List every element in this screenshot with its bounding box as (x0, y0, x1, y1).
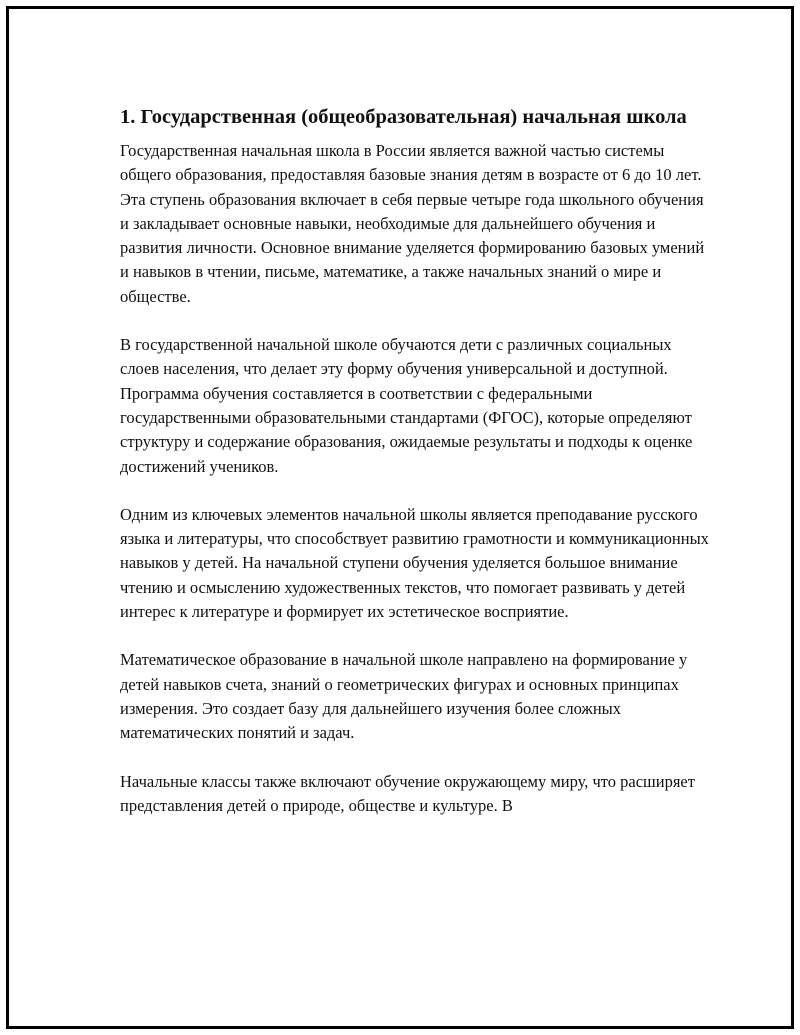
paragraph-intro: Государственная начальная школа в России является важной частью системы общего образования, предоставляя базовые знания детям в возрасте от 6 до 10 лет. Эта ступень образования включает в себя первые четыре года школьного обучения и закладывает основные навыки, необходимые для дальнейшего обучения и развития личности. Основное внимание уделяется формированию базовых умений и навыков в чтении, письме, математике, а также начальных знаний о мире и обществе. (120, 141, 705, 306)
paragraph-surrounding-world: Начальные классы также включают обучение окружающему миру, что расширяет представления детей о природе, обществе и культуре. В (120, 771, 695, 815)
document-body (120, 104, 710, 842)
section-heading: 1. Государственная (общеобразовательная) начальная школа (120, 106, 687, 128)
paragraph-mathematics: Математическое образование в начальной школе направлено на формирование у детей навыков счета, знаний о геометрических фигурах и основных принципах измерения. Это создает базу для дальнейшего изучения более сложных математических понятий и задач. (120, 650, 688, 743)
page-frame (6, 6, 794, 1029)
paragraph-russian-literature: Одним из ключевых элементов начальной школы является преподавание русского языка и литературы, что способствует развитию грамотности и коммуникационных навыков у детей. На начальной ступени обучения уделяется большое внимание чтению и осмыслению художественных текстов, что помогает развивать у детей интерес к литературе и формирует их эстетическое восприятие. (120, 504, 709, 622)
paragraph-students-standards: В государственной начальной школе обучаются дети с различных социальных слоев населения, что делает эту форму обучения универсальной и доступной. Программа обучения составляется в соответствии с федеральными государственными образовательными стандартами (ФГОС), которые определяют структуру и содержание образования, ожидаемые результаты и подходы к оценке достижений учеников. (120, 335, 693, 476)
